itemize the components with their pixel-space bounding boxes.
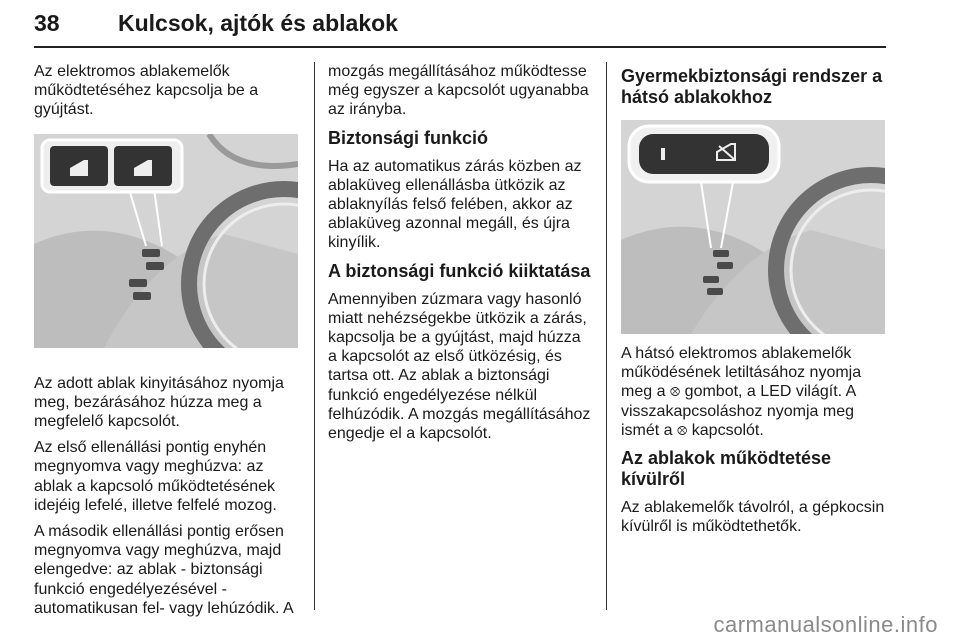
section-heading: Biztonsági funkció bbox=[328, 127, 489, 148]
page-number: 38 bbox=[34, 10, 60, 36]
column-divider bbox=[606, 62, 607, 610]
column-1 bbox=[34, 62, 302, 625]
column-3 bbox=[621, 62, 889, 543]
front-window-switch-illustration bbox=[34, 134, 298, 348]
page-header bbox=[34, 4, 886, 48]
section-heading: Gyermekbiztonsági rendszer a hátsó ablakokhoz bbox=[621, 66, 883, 107]
paragraph: A második ellenállási pontig erősen megnyomva vagy meghúzva, majd elengedve: az ablak - biztonsági funkció engedélyezésével - automatikusan fel- vagy lehúzódik. A bbox=[34, 523, 294, 617]
page-title: Kulcsok, ajtók és ablakok bbox=[118, 10, 398, 36]
header-rule bbox=[34, 46, 886, 48]
text-fragment: gombot, a LED világít. A visszakapcsoláshoz nyomja meg ismét a bbox=[621, 383, 856, 439]
text-fragment: A hátsó elektromos ablakemelők működésének letiltásához nyomja meg a bbox=[621, 345, 862, 401]
rear-window-lock-icon: ⮾ bbox=[669, 384, 681, 400]
text-fragment: kapcsolót. bbox=[691, 421, 764, 439]
section-heading: A biztonsági funkció kiiktatása bbox=[328, 260, 591, 281]
paragraph: Az ablakemelők távolról, a gépkocsin kívülről is működtethetők. bbox=[621, 499, 885, 536]
watermark: carmanualsonline.info bbox=[713, 612, 938, 637]
paragraph: Ha az automatikus zárás közben az ablaküveg ellenállásba ütközik az ablaknyílás felső felében, akkor az ablaküveg azonnal megáll, és újra kinyílik. bbox=[328, 157, 582, 252]
child-lock-button-illustration bbox=[621, 120, 885, 334]
paragraph: Amennyiben zúzmara vagy hasonló miatt nehézségekbe ütközik a zárás, kapcsolja be a gyújtást, majd húzza a kapcsolót az első ütközésig, és tartsa ott. Az ablak a biztonsági funkció engedélyezése nélkül felhúzódik. A mozgás megállításához engedje el a kapcsolót. bbox=[328, 290, 591, 443]
paragraph: Az első ellenállási pontig enyhén megnyomva vagy meghúzva: az ablak a kapcsoló működtetésének idejéig lefelé, illetve felfelé mozog. bbox=[34, 439, 277, 514]
paragraph: Az adott ablak kinyitásához nyomja meg, bezárásához húzza meg a megfelelő kapcsolót. bbox=[34, 374, 284, 431]
intro-paragraph: Az elektromos ablakemelők működtetéséhez kapcsolja be a gyújtást. bbox=[34, 63, 259, 119]
paragraph: mozgás megállításához működtesse még egyszer a kapcsolót ugyanabba az irányba. bbox=[328, 63, 589, 119]
column-2 bbox=[328, 62, 592, 450]
section-heading: Az ablakok működtetése kívülről bbox=[621, 448, 832, 490]
column-divider bbox=[314, 62, 315, 610]
paragraph bbox=[621, 344, 889, 440]
rear-window-lock-icon: ⮾ bbox=[677, 422, 688, 438]
